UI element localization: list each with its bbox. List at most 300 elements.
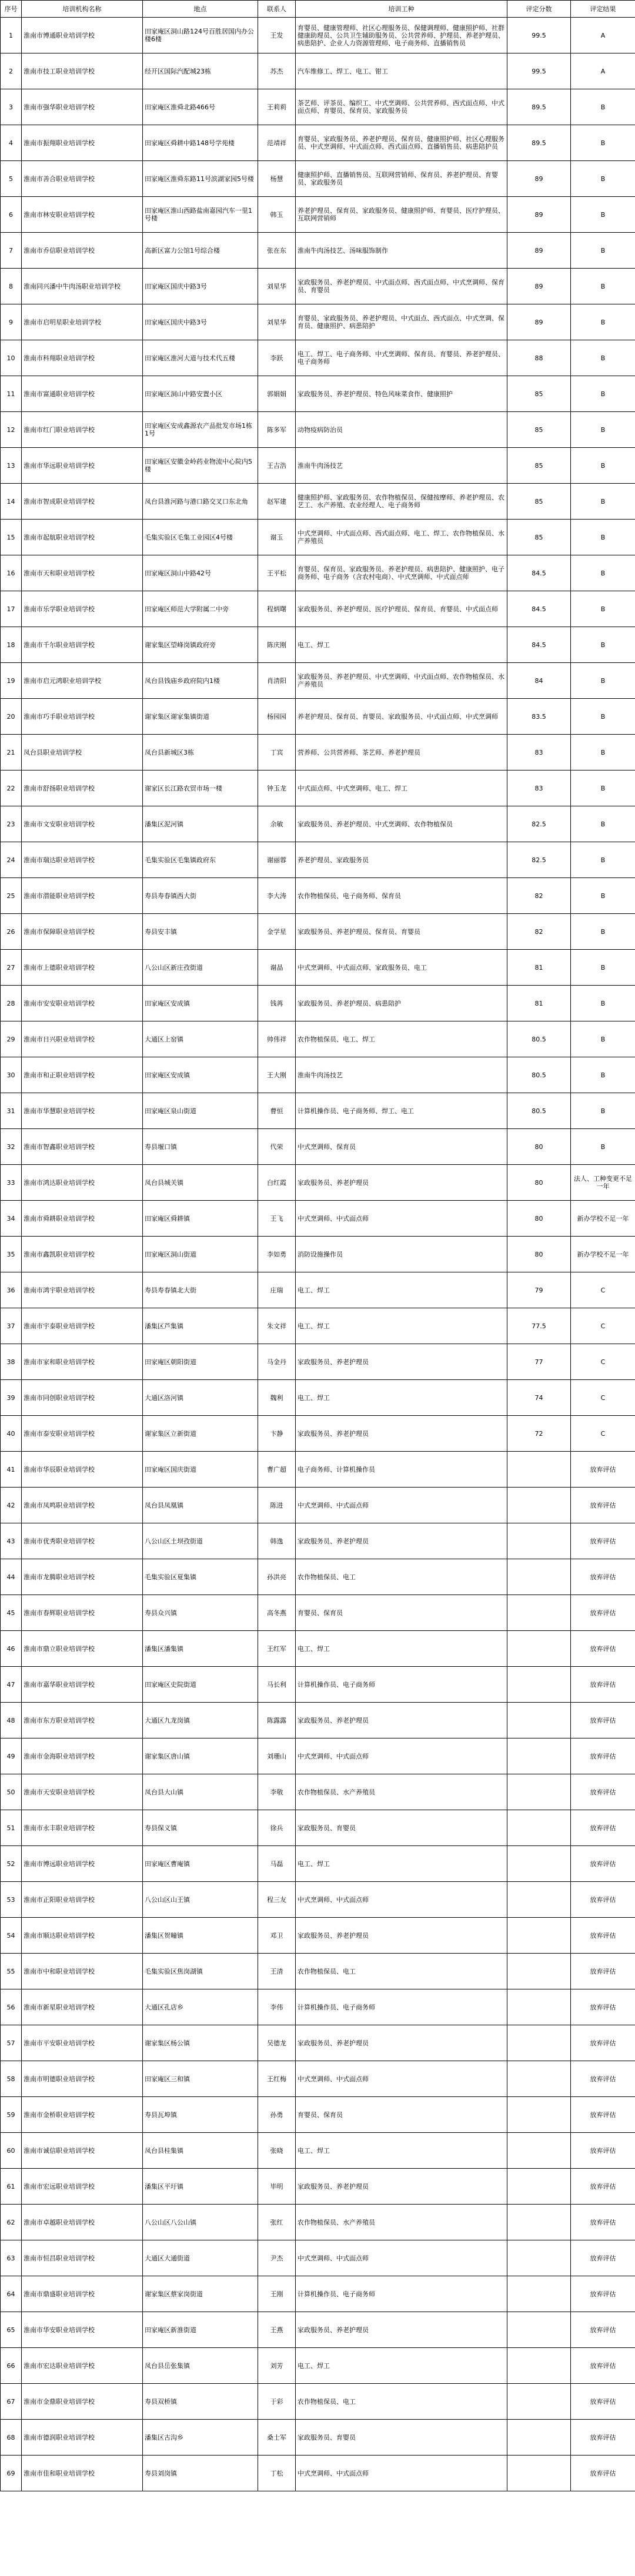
cell-contact: 王莉莉	[258, 89, 296, 125]
table-row	[1, 520, 635, 555]
cell-contact: 韩玉	[258, 197, 296, 233]
cell-training-types: 电工、焊工	[296, 1272, 507, 1308]
cell-address: 谢家集区杨公镇	[143, 2025, 258, 2061]
cell-result: B	[571, 1129, 635, 1165]
cell-training-types: 家政服务员、养老护理员	[296, 1918, 507, 1954]
table-row	[1, 1093, 635, 1129]
cell-score: 83	[507, 735, 571, 771]
cell-contact: 帅伟祥	[258, 1021, 296, 1057]
table-row	[1, 197, 635, 233]
cell-score: 79	[507, 1272, 571, 1308]
cell-training-types: 育婴员、保育员	[296, 2097, 507, 2133]
cell-address: 田家庵区新淮街道	[143, 2312, 258, 2348]
cell-address: 田家庵区舜耕镇	[143, 1201, 258, 1237]
cell-school-name: 淮南市红门职业培训学校	[22, 412, 143, 448]
cell-school-name: 淮南市舜耕职业培训学校	[22, 1201, 143, 1237]
cell-training-types: 计算机操作员、电子商务师	[296, 1989, 507, 2025]
cell-training-types: 家政服务员、养老护理员	[296, 1523, 507, 1559]
cell-address: 凤台县新城区3栋	[143, 735, 258, 771]
cell-score: 74	[507, 1380, 571, 1416]
cell-result: B	[571, 878, 635, 914]
cell-school-name: 淮南市平安职业培训学校	[22, 2025, 143, 2061]
cell-contact: 魏利	[258, 1380, 296, 1416]
cell-score: 80	[507, 1237, 571, 1272]
cell-score	[507, 1738, 571, 1774]
cell-address: 潘集区古沟乡	[143, 2420, 258, 2456]
table-header-row	[1, 1, 635, 18]
table-row	[1, 53, 635, 89]
table-row	[1, 1344, 635, 1380]
cell-school-name: 淮南市龙腾职业培训学校	[22, 1559, 143, 1595]
cell-address: 八公山区八公山镇	[143, 2205, 258, 2240]
cell-score	[507, 2025, 571, 2061]
cell-index: 2	[1, 53, 22, 89]
cell-result: 放弃评估	[571, 1954, 635, 1989]
cell-result: 放弃评估	[571, 2312, 635, 2348]
cell-index: 13	[1, 448, 22, 484]
table-row	[1, 1954, 635, 1989]
cell-training-types: 家政服务员、养老护理员、中式烹调师、中式面点师、农作物植保员、水产养殖员	[296, 663, 507, 699]
cell-address: 田家庵区舜耕中路148号学苑楼	[143, 125, 258, 161]
cell-contact: 马长利	[258, 1667, 296, 1703]
cell-address: 大通区洛河镇	[143, 1380, 258, 1416]
cell-training-types: 电工、焊工	[296, 1846, 507, 1882]
cell-school-name: 淮南市新星职业培训学校	[22, 1989, 143, 2025]
cell-index: 19	[1, 663, 22, 699]
cell-contact: 王飞	[258, 1201, 296, 1237]
cell-training-types: 育婴员、健康管理师、社区心理服务员、保健调理师、健康照护师、社群健康助理员、公共卫生辅助服务员、公共营养师、护理员、养老护理员、病患陪护、企业人力资源管理师、电子商务师、直播销售员	[296, 18, 507, 53]
cell-contact: 王红军	[258, 1631, 296, 1667]
cell-training-types: 健康照护师、直播销售员、互联网营销师、保育员、养老护理员、育婴员、家政服务员	[296, 161, 507, 197]
cell-score	[507, 1989, 571, 2025]
cell-result: B	[571, 735, 635, 771]
cell-contact: 钱苒	[258, 986, 296, 1021]
cell-address: 谢家集区蔡家岗街道	[143, 2276, 258, 2312]
table-row	[1, 914, 635, 950]
cell-training-types: 电工、焊工	[296, 2133, 507, 2169]
table-row	[1, 484, 635, 520]
cell-address: 寿县刘岗镇	[143, 2456, 258, 2491]
cell-address: 田家庵区安成镇	[143, 986, 258, 1021]
table-row	[1, 1416, 635, 1452]
cell-result: B	[571, 627, 635, 663]
cell-training-types: 养老护理员、保育员、家政服务员、健康照护师、育婴员、医疗护理员、互联网营销师	[296, 197, 507, 233]
cell-result: 放弃评估	[571, 1738, 635, 1774]
table-row	[1, 2348, 635, 2384]
cell-address: 凤台县城关镇	[143, 1165, 258, 1201]
table-row	[1, 1021, 635, 1057]
cell-training-types: 计算机操作员、电子商务师、焊工、电工	[296, 1093, 507, 1129]
cell-index: 43	[1, 1523, 22, 1559]
cell-index: 66	[1, 2348, 22, 2384]
cell-score: 81	[507, 950, 571, 986]
cell-index: 28	[1, 986, 22, 1021]
cell-contact: 曹广超	[258, 1452, 296, 1488]
cell-training-types: 农作物植保员、水产养殖员	[296, 2205, 507, 2240]
cell-training-types: 健康照护师、家政服务员、农作物植保员、保健按摩师、养老护理员、农艺工、水产养殖、农业经理人、电子商务师	[296, 484, 507, 520]
cell-contact: 李敬	[258, 1774, 296, 1810]
cell-index: 52	[1, 1846, 22, 1882]
cell-score	[507, 1667, 571, 1703]
cell-training-types: 中式烹调师、中式面点师	[296, 2456, 507, 2491]
cell-result: 放弃评估	[571, 2025, 635, 2061]
cell-school-name: 淮南市天和职业培训学校	[22, 555, 143, 591]
table-row	[1, 663, 635, 699]
cell-contact: 吴德龙	[258, 2025, 296, 2061]
cell-index: 46	[1, 1631, 22, 1667]
cell-contact: 王红梅	[258, 2061, 296, 2097]
cell-result: 放弃评估	[571, 1559, 635, 1595]
cell-index: 14	[1, 484, 22, 520]
table-row	[1, 2276, 635, 2312]
header-address: 地点	[143, 1, 258, 18]
cell-address: 毛集实验区夏集镇	[143, 1559, 258, 1595]
cell-address: 凤台县岳张集镇	[143, 2348, 258, 2384]
cell-training-types: 家政服务员、养老护理员、特色风味菜食作、健康照护	[296, 376, 507, 412]
cell-school-name: 淮南市林安职业培训学校	[22, 197, 143, 233]
cell-school-name: 淮南市华远职业培训学校	[22, 448, 143, 484]
cell-address: 田家庵区国庆中路3号	[143, 269, 258, 304]
cell-address: 田家庵区洞山路124号百胜居国内办公楼6楼	[143, 18, 258, 53]
cell-score: 85	[507, 376, 571, 412]
cell-address: 大通区孔店乡	[143, 1989, 258, 2025]
cell-index: 23	[1, 806, 22, 842]
cell-score: 89	[507, 304, 571, 340]
cell-school-name: 淮南市善合职业培训学校	[22, 161, 143, 197]
table-row	[1, 1272, 635, 1308]
cell-index: 35	[1, 1237, 22, 1272]
cell-contact: 李大涛	[258, 878, 296, 914]
table-row	[1, 1810, 635, 1846]
cell-training-types: 家政服务员、养老护理员	[296, 1703, 507, 1738]
cell-training-types: 淮南牛肉汤技艺、汤味服饰制作	[296, 233, 507, 269]
cell-score: 89.5	[507, 89, 571, 125]
cell-training-types: 家政服务员、养老护理员	[296, 2169, 507, 2205]
cell-score	[507, 1703, 571, 1738]
cell-school-name: 淮南市华安职业培训学校	[22, 2312, 143, 2348]
cell-training-types: 电工、焊工	[296, 1308, 507, 1344]
cell-result: B	[571, 233, 635, 269]
cell-contact: 谢玉	[258, 520, 296, 555]
cell-contact: 程炳曙	[258, 591, 296, 627]
cell-contact: 孙洪亮	[258, 1559, 296, 1595]
cell-training-types: 养老护理员、家政服务员	[296, 842, 507, 878]
cell-contact: 白红霞	[258, 1165, 296, 1201]
cell-training-types: 农作物植保员、水产养殖员	[296, 1774, 507, 1810]
cell-result: B	[571, 986, 635, 1021]
cell-index: 38	[1, 1344, 22, 1380]
cell-training-types: 农作物植保员、电工、焊工	[296, 1021, 507, 1057]
table-row	[1, 1165, 635, 1201]
cell-address: 凤台县凤凰镇	[143, 1488, 258, 1523]
cell-index: 16	[1, 555, 22, 591]
cell-training-types: 育婴员、家政服务员、养老护理员、保育员、健康照护师、社区心理服务员、中式烹调师、中式面点师、西式面点师、直播销售员、病患陪护员	[296, 125, 507, 161]
cell-result: 放弃评估	[571, 2097, 635, 2133]
cell-result: B	[571, 376, 635, 412]
cell-index: 50	[1, 1774, 22, 1810]
cell-score: 82	[507, 878, 571, 914]
header-index: 序号	[1, 1, 22, 18]
cell-index: 40	[1, 1416, 22, 1452]
cell-contact: 丁宾	[258, 735, 296, 771]
table-row	[1, 699, 635, 735]
cell-score	[507, 1631, 571, 1667]
table-row	[1, 1882, 635, 1918]
cell-contact: 卞静	[258, 1416, 296, 1452]
cell-contact: 马磊	[258, 1846, 296, 1882]
cell-score: 82.5	[507, 806, 571, 842]
cell-training-types: 家政服务员、养老护理员	[296, 2025, 507, 2061]
cell-index: 60	[1, 2133, 22, 2169]
cell-result: B	[571, 555, 635, 591]
cell-address: 高新区富力公馆1号综合楼	[143, 233, 258, 269]
cell-contact: 钟玉龙	[258, 771, 296, 806]
table-row	[1, 1989, 635, 2025]
cell-training-types: 电子商务师、计算机操作员	[296, 1452, 507, 1488]
table-row	[1, 161, 635, 197]
table-row	[1, 1667, 635, 1703]
cell-training-types: 淮南牛肉汤技艺	[296, 1057, 507, 1093]
cell-address: 潘集区平圩镇	[143, 2169, 258, 2205]
cell-school-name: 淮南市巧手职业培训学校	[22, 699, 143, 735]
cell-result: B	[571, 484, 635, 520]
cell-index: 22	[1, 771, 22, 806]
table-row	[1, 125, 635, 161]
cell-score	[507, 1595, 571, 1631]
cell-result: 放弃评估	[571, 2420, 635, 2456]
cell-training-types: 育婴员、保育员	[296, 1595, 507, 1631]
cell-address: 潘集区泥河镇	[143, 806, 258, 842]
cell-contact: 徐兵	[258, 1810, 296, 1846]
cell-training-types: 中式烹调师、中式面点师	[296, 1882, 507, 1918]
cell-score: 89	[507, 161, 571, 197]
table-row	[1, 2240, 635, 2276]
cell-school-name: 淮南市同创职业培训学校	[22, 1380, 143, 1416]
cell-result: 放弃评估	[571, 1452, 635, 1488]
cell-score: 81	[507, 986, 571, 1021]
cell-school-name: 淮南市宏远职业培训学校	[22, 2169, 143, 2205]
cell-index: 65	[1, 2312, 22, 2348]
cell-address: 寿县众兴镇	[143, 1595, 258, 1631]
table-row	[1, 2205, 635, 2240]
cell-address: 凤台县桂集镇	[143, 2133, 258, 2169]
cell-score	[507, 1918, 571, 1954]
cell-index: 39	[1, 1380, 22, 1416]
cell-school-name: 淮南市鸿宇职业培训学校	[22, 1272, 143, 1308]
cell-index: 49	[1, 1738, 22, 1774]
cell-address: 田家庵区安徽金岭药业物流中心院内5楼	[143, 448, 258, 484]
cell-training-types: 中式烹调师、中式面点师	[296, 1201, 507, 1237]
cell-result: B	[571, 197, 635, 233]
table-row	[1, 304, 635, 340]
cell-index: 45	[1, 1595, 22, 1631]
cell-index: 9	[1, 304, 22, 340]
cell-school-name: 淮南市上德职业培训学校	[22, 950, 143, 986]
cell-address: 谢家集区望峰岗镇政府旁	[143, 627, 258, 663]
cell-result: B	[571, 842, 635, 878]
cell-address: 田家庵区曹庵镇	[143, 1846, 258, 1882]
cell-school-name: 淮南市乐学职业培训学校	[22, 591, 143, 627]
table-row	[1, 1129, 635, 1165]
cell-school-name: 淮南市科翔职业培训学校	[22, 340, 143, 376]
cell-score: 89	[507, 269, 571, 304]
cell-school-name: 淮南市和正职业培训学校	[22, 1057, 143, 1093]
cell-result: 放弃评估	[571, 2240, 635, 2276]
cell-school-name: 淮南市启元鸿职业培训学校	[22, 663, 143, 699]
table-row	[1, 1738, 635, 1774]
cell-address: 寿县保义镇	[143, 1810, 258, 1846]
cell-contact: 王大刚	[258, 1057, 296, 1093]
cell-school-name: 淮南市鑫凯职业培训学校	[22, 1237, 143, 1272]
cell-school-name: 淮南市卓越职业培训学校	[22, 2205, 143, 2240]
cell-address: 八公山区土坝孜街道	[143, 1523, 258, 1559]
table-row	[1, 950, 635, 986]
cell-contact: 邓卫	[258, 1918, 296, 1954]
cell-school-name: 淮南同兴潘中牛肉汤职业培训学校	[22, 269, 143, 304]
cell-index: 33	[1, 1165, 22, 1201]
table-row	[1, 1846, 635, 1882]
cell-index: 62	[1, 2205, 22, 2240]
cell-score	[507, 2097, 571, 2133]
cell-index: 8	[1, 269, 22, 304]
cell-index: 21	[1, 735, 22, 771]
cell-score	[507, 1882, 571, 1918]
cell-address: 田家庵区朝阳街道	[143, 1344, 258, 1380]
cell-address: 八公山区山王镇	[143, 1882, 258, 1918]
cell-address: 潘集区潘集镇	[143, 1631, 258, 1667]
cell-result: 放弃评估	[571, 1918, 635, 1954]
cell-contact: 孙勇	[258, 2097, 296, 2133]
cell-index: 26	[1, 914, 22, 950]
cell-score: 84.5	[507, 555, 571, 591]
cell-contact: 代荣	[258, 1129, 296, 1165]
cell-address: 大通区大通街道	[143, 2240, 258, 2276]
cell-training-types: 农作物植保员、电工	[296, 2384, 507, 2420]
cell-result: 放弃评估	[571, 2456, 635, 2491]
cell-contact: 张晓	[258, 2133, 296, 2169]
cell-result: B	[571, 950, 635, 986]
cell-result: B	[571, 771, 635, 806]
cell-score	[507, 2133, 571, 2169]
cell-school-name: 淮南市明德职业培训学校	[22, 2061, 143, 2097]
cell-address: 田家庵区安成鑫源农产品批发市场1栋1号	[143, 412, 258, 448]
cell-address: 田家庵区史院街道	[143, 1667, 258, 1703]
header-contact: 联系人	[258, 1, 296, 18]
cell-contact: 毕明	[258, 2169, 296, 2205]
cell-training-types: 电工、焊工	[296, 1380, 507, 1416]
cell-training-types: 中式烹调师、保育员	[296, 1129, 507, 1165]
cell-result: 放弃评估	[571, 1810, 635, 1846]
cell-score	[507, 1559, 571, 1595]
cell-contact: 李伟	[258, 1989, 296, 2025]
cell-result: A	[571, 18, 635, 53]
cell-contact: 李跃	[258, 340, 296, 376]
table-row	[1, 1057, 635, 1093]
cell-contact: 陈露露	[258, 1703, 296, 1738]
table-row	[1, 1308, 635, 1344]
cell-index: 59	[1, 2097, 22, 2133]
cell-training-types: 家政服务员、养老护理员	[296, 2312, 507, 2348]
cell-index: 20	[1, 699, 22, 735]
cell-training-types: 中式烹调师、中式面点师、西式面点师、电工、焊工、农作物植保员、水产养殖员	[296, 520, 507, 555]
cell-address: 寿县安丰镇	[143, 914, 258, 950]
cell-school-name: 淮南市乔信职业培训学校	[22, 233, 143, 269]
cell-result: C	[571, 1344, 635, 1380]
cell-score: 80	[507, 1201, 571, 1237]
cell-training-types: 营养师、公共营养师、茶艺师、养老护理员	[296, 735, 507, 771]
cell-school-name: 凤台县职业培训学校	[22, 735, 143, 771]
cell-training-types: 养老护理员、保育员、育婴员、家政服务员、中式面点师、中式烹调师	[296, 699, 507, 735]
table-row	[1, 555, 635, 591]
cell-school-name: 淮南市智鑫职业培训学校	[22, 1129, 143, 1165]
cell-school-name: 淮南市金海职业培训学校	[22, 1738, 143, 1774]
cell-school-name: 淮南市正阳职业培训学校	[22, 1882, 143, 1918]
cell-contact: 尹杰	[258, 2240, 296, 2276]
cell-result: B	[571, 520, 635, 555]
table-row	[1, 2097, 635, 2133]
cell-result: B	[571, 125, 635, 161]
cell-score: 85	[507, 412, 571, 448]
cell-score: 77.5	[507, 1308, 571, 1344]
cell-index: 53	[1, 1882, 22, 1918]
cell-school-name: 淮南市智成职业培训学校	[22, 484, 143, 520]
table-row	[1, 878, 635, 914]
cell-training-types: 家政服务员、养老护理员	[296, 1416, 507, 1452]
cell-index: 37	[1, 1308, 22, 1344]
table-row	[1, 233, 635, 269]
cell-index: 34	[1, 1201, 22, 1237]
cell-result: 放弃评估	[571, 2384, 635, 2420]
cell-address: 田家庵区师范大学附属二中旁	[143, 591, 258, 627]
cell-score: 89	[507, 233, 571, 269]
cell-address: 毛集实验区焦岗湖镇	[143, 1954, 258, 1989]
cell-result: 放弃评估	[571, 2061, 635, 2097]
cell-contact: 郭娟娟	[258, 376, 296, 412]
header-result: 评定结果	[571, 1, 635, 18]
table-row	[1, 627, 635, 663]
table-row	[1, 2169, 635, 2205]
cell-address: 田家庵区淮山西路盐南嘉园汽车一里1号楼	[143, 197, 258, 233]
cell-score: 80	[507, 1129, 571, 1165]
cell-contact: 谢丽蓉	[258, 842, 296, 878]
cell-school-name: 淮南市潜能职业培训学校	[22, 878, 143, 914]
cell-contact: 王吉浩	[258, 448, 296, 484]
cell-school-name: 淮南市华慧职业培训学校	[22, 1093, 143, 1129]
cell-index: 47	[1, 1667, 22, 1703]
table-row	[1, 376, 635, 412]
cell-contact: 余敏	[258, 806, 296, 842]
cell-school-name: 淮南市天安职业培训学校	[22, 1774, 143, 1810]
cell-training-types: 育婴员、保育员、家政服务员、养老护理员、病患陪护、健康照护、电子商务师、电子商务（含农村电商）、中式烹调师、中式面点师	[296, 555, 507, 591]
cell-school-name: 淮南市德润职业培训学校	[22, 2420, 143, 2456]
cell-score: 85	[507, 484, 571, 520]
table-row	[1, 2133, 635, 2169]
table-row	[1, 340, 635, 376]
cell-index: 56	[1, 1989, 22, 2025]
table-row	[1, 1380, 635, 1416]
table-row	[1, 1703, 635, 1738]
table-row	[1, 2312, 635, 2348]
cell-contact: 李如勇	[258, 1237, 296, 1272]
cell-contact: 张在东	[258, 233, 296, 269]
table-row	[1, 1523, 635, 1559]
cell-result: 法人、工种变更不足一年	[571, 1165, 635, 1201]
table-row	[1, 735, 635, 771]
table-row	[1, 1559, 635, 1595]
cell-index: 18	[1, 627, 22, 663]
cell-result: 放弃评估	[571, 2348, 635, 2384]
cell-result: B	[571, 1093, 635, 1129]
